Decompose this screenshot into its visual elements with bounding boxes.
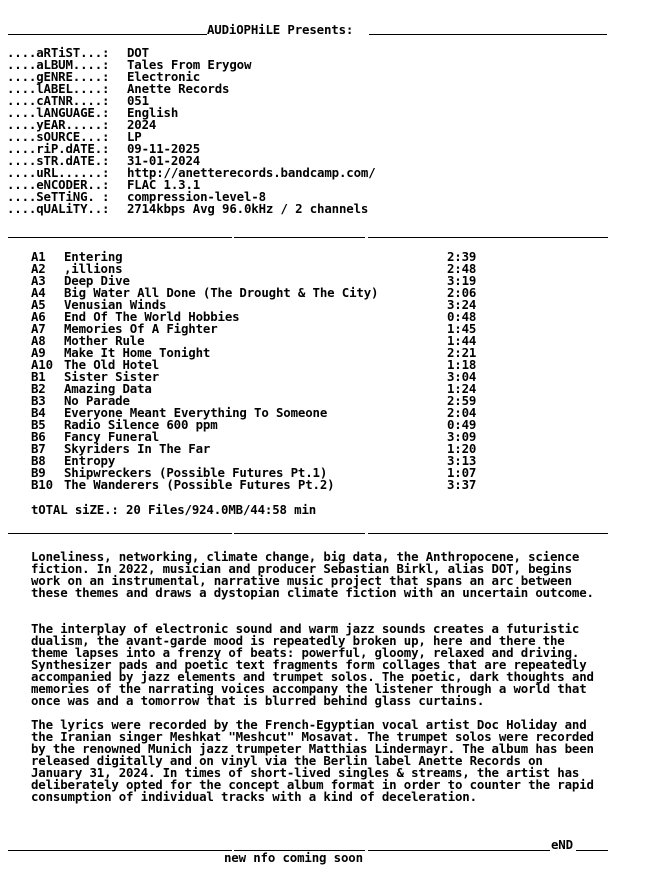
info-value: English — [127, 105, 179, 120]
track-duration: 2:39 — [447, 249, 477, 264]
info-value: compression-level-8 — [127, 189, 266, 204]
description-line: theme lapses into a frenzy of beats: powerful, gloomy, relaxed and driving. — [31, 645, 580, 660]
info-label: ....yEAR.....: — [7, 117, 110, 132]
track-number: A3 — [31, 273, 46, 288]
description-line: these themes and draws a dystopian climate fiction with an uncertain outcome. — [31, 585, 594, 600]
description-line: Loneliness, networking, climate change, big data, the Anthropocene, science — [31, 549, 580, 564]
track-duration: 3:13 — [447, 453, 477, 468]
info-value: Anette Records — [127, 81, 230, 96]
header-rule-right — [369, 34, 607, 35]
description-line: work on an instrumental, narrative music project that spans an arc between — [31, 573, 572, 588]
info-label: ....gENRE....: — [7, 69, 110, 84]
track-duration: 3:04 — [447, 369, 477, 384]
footer-rule-left — [8, 850, 232, 851]
description-line: the Iranian singer Meshkat "Meshcut" Mosavat. The trumpet solos were recorded — [31, 729, 594, 744]
track-title: Deep Dive — [64, 273, 130, 288]
info-label: ....riP.dATE.: — [7, 141, 110, 156]
info-value: Electronic — [127, 69, 201, 84]
description-line: The lyrics were recorded by the French-Egyptian vocal artist Doc Holiday and — [31, 717, 587, 732]
info-label: ....sTR.dATE.: — [7, 153, 110, 168]
divider-1-left — [8, 237, 232, 238]
divider-1-right — [368, 237, 608, 238]
header-rule-left — [8, 34, 207, 35]
track-duration: 1:24 — [447, 381, 477, 396]
description-line: Synthesizer pads and poetic text fragments form collages that are repeatedly — [31, 657, 587, 672]
total-size: tOTAL siZE.: 20 Files/924.0MB/44:58 min — [31, 502, 317, 517]
info-value: 09-11-2025 — [127, 141, 201, 156]
track-duration: 0:49 — [447, 417, 477, 432]
track-duration: 2:21 — [447, 345, 477, 360]
info-label: ....qUALiTY..: — [7, 201, 110, 216]
footer-rule-end — [576, 850, 608, 851]
track-title: Skyriders In The Far — [64, 441, 211, 456]
info-label: ....cATNR....: — [7, 93, 110, 108]
track-duration: 1:45 — [447, 321, 477, 336]
info-value: LP — [127, 129, 142, 144]
track-number: B4 — [31, 405, 46, 420]
divider-2-left — [8, 533, 232, 534]
description-line: consumption of individual tracks with a kind of deceleration. — [31, 789, 477, 804]
track-title: Sister Sister — [64, 369, 160, 384]
track-number: A1 — [31, 249, 46, 264]
track-title: Entropy — [64, 453, 116, 468]
track-duration: 2:59 — [447, 393, 477, 408]
track-title: Mother Rule — [64, 333, 145, 348]
info-value: Tales From Erygow — [127, 57, 252, 72]
info-label: ....uRL......: — [7, 165, 110, 180]
track-title: End Of The World Hobbies — [64, 309, 240, 324]
footer-note: new nfo coming soon — [224, 850, 363, 865]
divider-2-mid — [234, 533, 365, 534]
track-number: A9 — [31, 345, 46, 360]
track-title: Make It Home Tonight — [64, 345, 211, 360]
info-label: ....eNCODER..: — [7, 177, 110, 192]
track-number: A6 — [31, 309, 46, 324]
info-value: 2714kbps Avg 96.0kHz / 2 channels — [127, 201, 369, 216]
description-line: memories of the narrating voices accompany the listener through a world that — [31, 681, 587, 696]
track-duration: 0:48 — [447, 309, 477, 324]
track-duration: 3:24 — [447, 297, 477, 312]
track-number: B2 — [31, 381, 46, 396]
divider-1-mid — [234, 237, 365, 238]
info-value: 051 — [127, 93, 149, 108]
description-line: dualism, the avant-garde mood is repeatedly broken up, here and there the — [31, 633, 565, 648]
description-line: by the renowned Munich jazz trumpeter Matthias Lindermayr. The album has been — [31, 741, 594, 756]
info-value: 31-01-2024 — [127, 153, 201, 168]
track-title: Venusian Winds — [64, 297, 167, 312]
track-duration: 3:09 — [447, 429, 477, 444]
track-duration: 1:20 — [447, 441, 477, 456]
info-label: ....SeTTiNG. : — [7, 189, 110, 204]
track-number: B9 — [31, 465, 46, 480]
track-number: A5 — [31, 297, 46, 312]
end-marker: eND — [551, 837, 573, 852]
track-title: Shipwreckers (Possible Futures Pt.1) — [64, 465, 328, 480]
track-number: A4 — [31, 285, 46, 300]
track-number: B8 — [31, 453, 46, 468]
track-number: A10 — [31, 357, 53, 372]
footer-rule-right — [368, 850, 550, 851]
track-number: B7 — [31, 441, 46, 456]
description-line: accompanied by jazz elements and trumpet solos. The poetic, dark thoughts and — [31, 669, 594, 684]
track-number: B6 — [31, 429, 46, 444]
description-line: released digitally and on vinyl via the Berlin label Anette Records on — [31, 753, 543, 768]
track-number: A8 — [31, 333, 46, 348]
description-line: The interplay of electronic sound and warm jazz sounds creates a futuristic — [31, 621, 580, 636]
track-duration: 3:19 — [447, 273, 477, 288]
header-title: AUDiOPHiLE Presents: — [207, 22, 354, 37]
track-title: The Wanderers (Possible Futures Pt.2) — [64, 477, 335, 492]
track-title: Entering — [64, 249, 123, 264]
info-label: ....aRTiST...: — [7, 45, 110, 60]
track-title: Everyone Meant Everything To Someone — [64, 405, 328, 420]
track-duration: 1:44 — [447, 333, 477, 348]
track-duration: 2:04 — [447, 405, 477, 420]
track-title: Memories Of A Fighter — [64, 321, 218, 336]
track-number: B5 — [31, 417, 46, 432]
track-number: B3 — [31, 393, 46, 408]
description-line: once was and a tomorrow that is blurred behind glass curtains. — [31, 693, 485, 708]
track-title: Amazing Data — [64, 381, 152, 396]
track-number: B1 — [31, 369, 46, 384]
track-title: No Parade — [64, 393, 130, 408]
track-number: A2 — [31, 261, 46, 276]
info-label: ....sOURCE...: — [7, 129, 110, 144]
track-title: The Old Hotel — [64, 357, 160, 372]
info-label: ....aLBUM....: — [7, 57, 110, 72]
track-duration: 2:06 — [447, 285, 477, 300]
description-line: January 31, 2024. In times of short-lived singles & streams, the artist has — [31, 765, 580, 780]
info-label: ....lANGUAGE.: — [7, 105, 110, 120]
divider-2-right — [368, 533, 608, 534]
track-title: ,illions — [64, 261, 123, 276]
track-duration: 2:48 — [447, 261, 477, 276]
track-number: A7 — [31, 321, 46, 336]
info-value: http://anetterecords.bandcamp.com/ — [127, 165, 376, 180]
info-value: DOT — [127, 45, 149, 60]
track-title: Radio Silence 600 ppm — [64, 417, 218, 432]
track-title: Big Water All Done (The Drought & The City) — [64, 285, 379, 300]
track-duration: 3:37 — [447, 477, 477, 492]
description-line: fiction. In 2022, musician and producer Sebastian Birkl, alias DOT, begins — [31, 561, 572, 576]
info-value: FLAC 1.3.1 — [127, 177, 201, 192]
track-duration: 1:18 — [447, 357, 477, 372]
description-line: deliberately opted for the concept album format in order to counter the rapid — [31, 777, 594, 792]
info-label: ....lABEL....: — [7, 81, 110, 96]
track-title: Fancy Funeral — [64, 429, 160, 444]
track-number: B10 — [31, 477, 53, 492]
track-duration: 1:07 — [447, 465, 477, 480]
info-value: 2024 — [127, 117, 157, 132]
